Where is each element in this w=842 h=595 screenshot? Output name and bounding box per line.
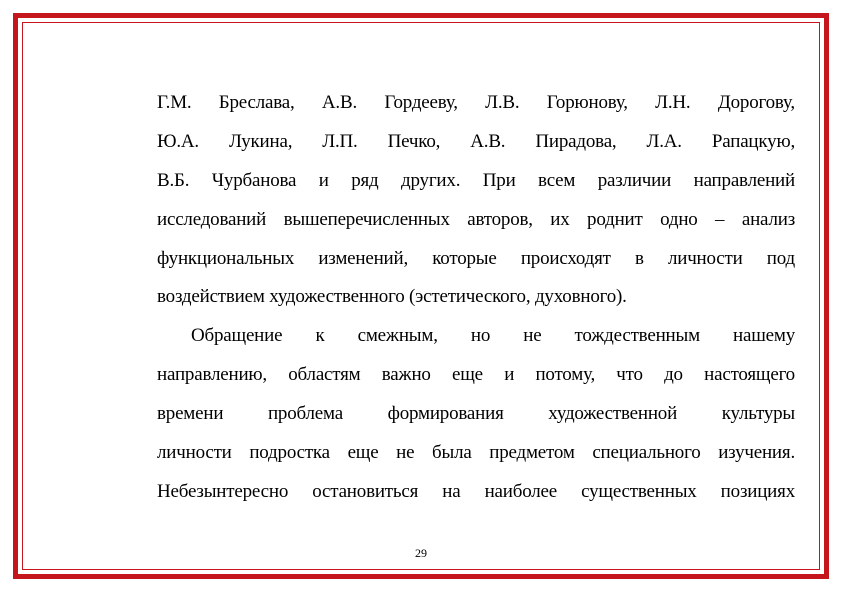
text-line: Ю.А. Лукина, Л.П. Печко, А.В. Пирадова, Л.А. Рапацкую, <box>157 130 795 152</box>
text-line: исследований вышеперечисленных авторов, их роднит одно – анализ <box>157 208 795 230</box>
text-line: личности подростка еще не была предметом специального изучения. <box>157 442 795 464</box>
text-line: В.Б. Чурбанова и ряд других. При всем различии направлений <box>157 169 795 191</box>
text-line: Г.М. Бреслава, А.В. Гордееву, Л.В. Горюнову, Л.Н. Дорогову, <box>157 92 795 113</box>
paragraph-first-line: Обращение к смежным, но не тождественным нашему <box>191 325 795 347</box>
text-line: Небезынтересно остановиться на наиболее существенных позициях <box>157 480 795 502</box>
text-line: времени проблема формирования художественной культуры <box>157 403 795 425</box>
page-number: 29 <box>415 546 427 560</box>
text-line: направлению, областям важно еще и потому, что до настоящего <box>157 364 795 386</box>
body-text <box>157 84 795 512</box>
text-line: воздействием художественного (эстетического, духовного). <box>157 286 627 308</box>
text-line: функциональных изменений, которые происходят в личности под <box>157 247 795 269</box>
